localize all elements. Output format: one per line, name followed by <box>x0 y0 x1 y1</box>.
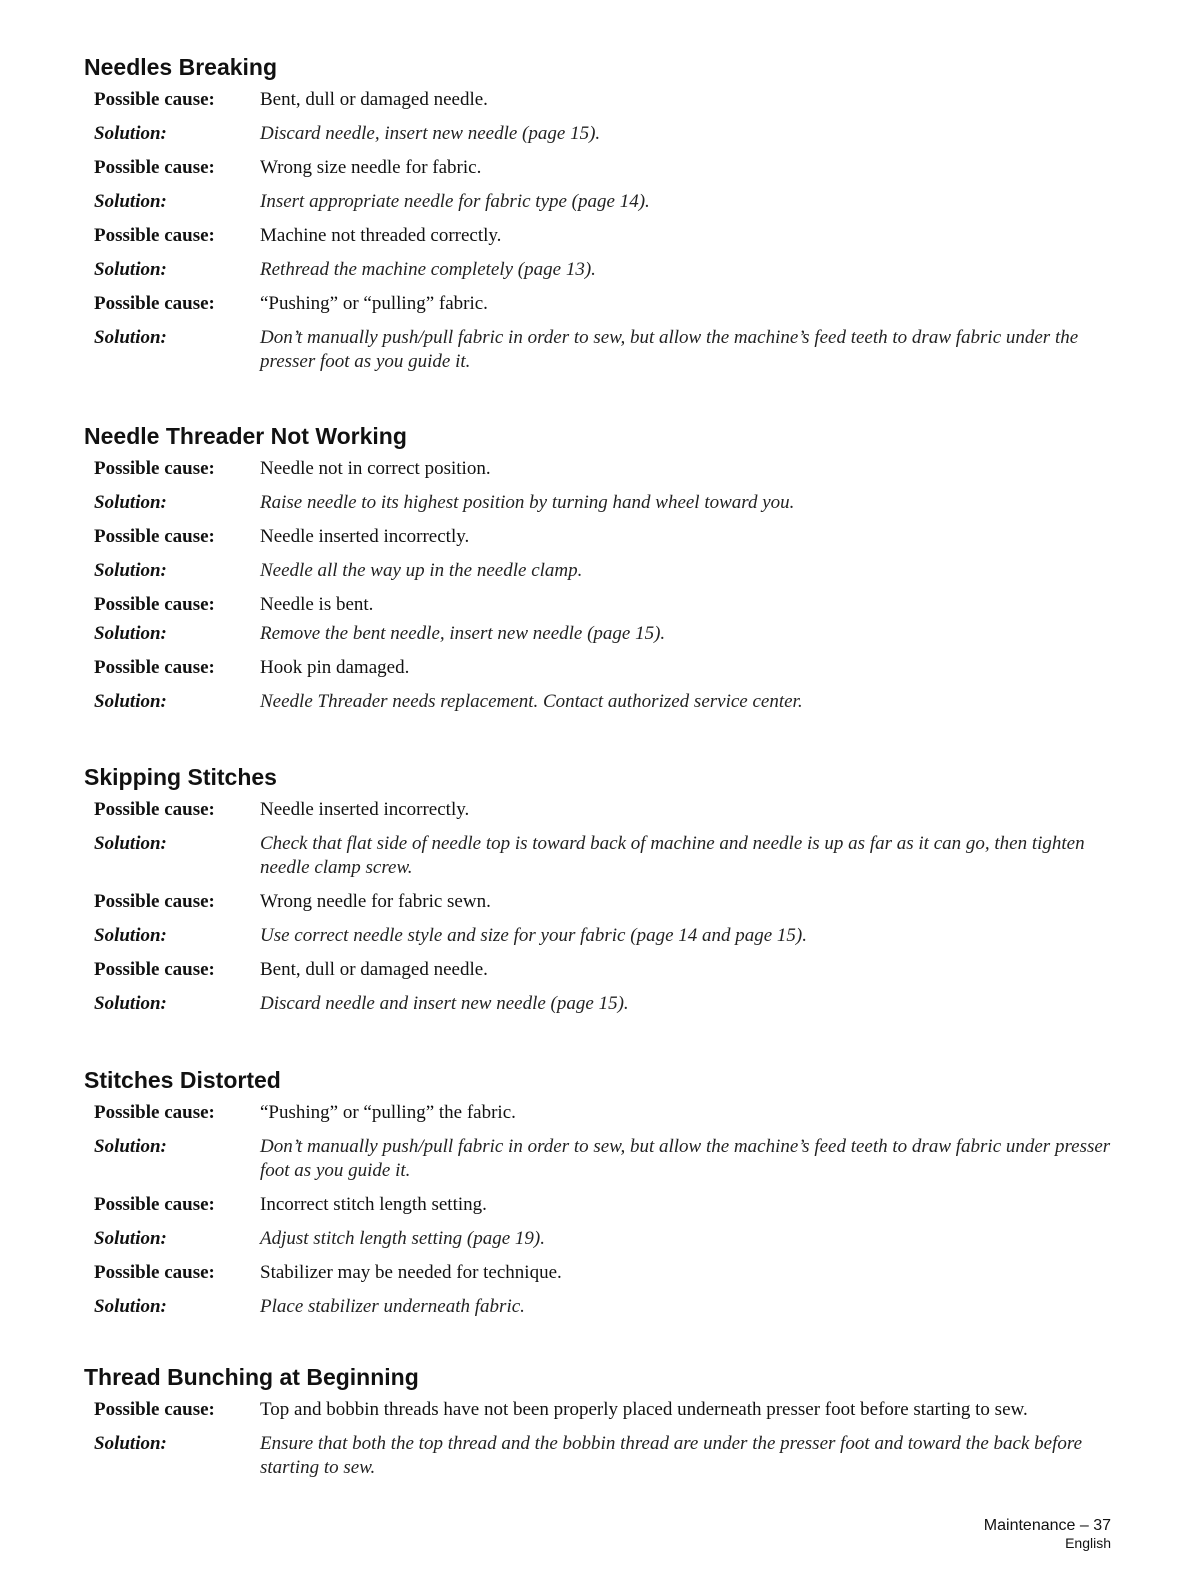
page-number: Maintenance – 37 <box>983 1517 1111 1534</box>
solution-row <box>84 924 1114 948</box>
cause-label: Possible cause: <box>94 657 215 678</box>
cause-row <box>84 1261 1114 1285</box>
cause-label: Possible cause: <box>94 1194 215 1215</box>
solution-label: Solution: <box>94 1228 167 1249</box>
solution-label: Solution: <box>94 123 167 144</box>
cause-label: Possible cause: <box>94 891 215 912</box>
cause-row <box>84 958 1114 982</box>
cause-text: Top and bobbin threads have not been properly placed underneath presser foot before starting to sew. <box>260 1399 1028 1420</box>
cause-label: Possible cause: <box>94 157 215 178</box>
solution-label: Solution: <box>94 1136 167 1157</box>
solution-text: Adjust stitch length setting (page 19). <box>260 1228 545 1249</box>
cause-label: Possible cause: <box>94 225 215 246</box>
section-heading: Thread Bunching at Beginning <box>84 1364 419 1390</box>
cause-row <box>84 88 1114 112</box>
cause-text: Needle inserted incorrectly. <box>260 799 470 820</box>
cause-text: Bent, dull or damaged needle. <box>260 959 488 980</box>
solution-text: Use correct needle style and size for your fabric (page 14 and page 15). <box>260 925 808 946</box>
cause-text: Hook pin damaged. <box>260 657 410 678</box>
cause-row <box>84 156 1114 180</box>
solution-label: Solution: <box>94 623 167 644</box>
solution-row <box>84 1432 1114 1480</box>
cause-row <box>84 890 1114 914</box>
cause-label: Possible cause: <box>94 799 215 820</box>
solution-row <box>84 992 1114 1016</box>
section-thread-bunching <box>84 1362 1114 1490</box>
cause-label: Possible cause: <box>94 594 215 615</box>
solution-text: Raise needle to its highest position by turning hand wheel toward you. <box>260 492 795 513</box>
solution-row <box>84 326 1114 374</box>
solution-text: Check that flat side of needle top is toward back of machine and needle is up as far as it can go, then tighten needle clamp screw. <box>260 833 1085 878</box>
solution-text: Rethread the machine completely (page 13). <box>260 259 596 280</box>
solution-label: Solution: <box>94 492 167 513</box>
cause-label: Possible cause: <box>94 1262 215 1283</box>
solution-label: Solution: <box>94 1296 167 1317</box>
cause-label: Possible cause: <box>94 526 215 547</box>
solution-text: Discard needle, insert new needle (page 15). <box>260 123 601 144</box>
cause-text: Wrong needle for fabric sewn. <box>260 891 491 912</box>
solution-row <box>84 1295 1114 1319</box>
cause-text: “Pushing” or “pulling” the fabric. <box>260 1102 516 1123</box>
section-heading: Needle Threader Not Working <box>84 423 407 449</box>
solution-row <box>84 1135 1114 1183</box>
solution-label: Solution: <box>94 259 167 280</box>
solution-row <box>84 690 1114 714</box>
solution-row <box>84 258 1114 282</box>
cause-row <box>84 1193 1114 1217</box>
solution-row <box>84 190 1114 214</box>
solution-text: Needle Threader needs replacement. Contact authorized service center. <box>260 691 803 712</box>
cause-row <box>84 798 1114 822</box>
section-heading: Needles Breaking <box>84 54 278 80</box>
cause-text: Needle is bent. <box>260 594 374 615</box>
solution-text: Insert appropriate needle for fabric type (page 14). <box>260 191 650 212</box>
solution-label: Solution: <box>94 560 167 581</box>
cause-label: Possible cause: <box>94 959 215 980</box>
cause-text: Bent, dull or damaged needle. <box>260 89 488 110</box>
solution-row <box>84 122 1114 146</box>
solution-row <box>84 1227 1114 1251</box>
cause-row <box>84 593 1114 617</box>
section-heading: Stitches Distorted <box>84 1067 281 1093</box>
solution-row <box>84 622 1114 646</box>
cause-label: Possible cause: <box>94 1102 215 1123</box>
cause-row <box>84 1101 1114 1125</box>
section-needles-breaking <box>84 52 1114 384</box>
page-footer <box>984 1516 1111 1551</box>
solution-label: Solution: <box>94 1433 167 1454</box>
solution-text: Needle all the way up in the needle clamp. <box>260 560 583 581</box>
section-heading: Skipping Stitches <box>84 764 277 790</box>
cause-text: Wrong size needle for fabric. <box>260 157 482 178</box>
language-label: English <box>1065 1535 1111 1551</box>
cause-label: Possible cause: <box>94 293 215 314</box>
solution-text: Discard needle and insert new needle (page 15). <box>260 993 629 1014</box>
solution-row <box>84 832 1114 880</box>
cause-label: Possible cause: <box>94 1399 215 1420</box>
cause-text: Machine not threaded correctly. <box>260 225 502 246</box>
cause-row <box>84 656 1114 680</box>
cause-row <box>84 1398 1114 1422</box>
solution-text: Remove the bent needle, insert new needle (page 15). <box>260 623 666 644</box>
section-needle-threader <box>84 421 1114 724</box>
solution-text: Don’t manually push/pull fabric in order to sew, but allow the machine’s feed teeth to draw fabric under presser foot as you guide it. <box>260 1136 1111 1181</box>
cause-row <box>84 457 1114 481</box>
solution-label: Solution: <box>94 993 167 1014</box>
solution-label: Solution: <box>94 691 167 712</box>
solution-row <box>84 491 1114 515</box>
cause-text: Incorrect stitch length setting. <box>260 1194 487 1215</box>
solution-label: Solution: <box>94 327 167 348</box>
solution-label: Solution: <box>94 925 167 946</box>
solution-text: Don’t manually push/pull fabric in order to sew, but allow the machine’s feed teeth to draw fabric under the presser foot as you guide it. <box>260 327 1079 372</box>
cause-row <box>84 525 1114 549</box>
cause-text: “Pushing” or “pulling” fabric. <box>260 293 488 314</box>
solution-row <box>84 559 1114 583</box>
cause-row <box>84 292 1114 316</box>
solution-label: Solution: <box>94 191 167 212</box>
cause-label: Possible cause: <box>94 89 215 110</box>
section-stitches-distorted <box>84 1065 1114 1329</box>
cause-row <box>84 224 1114 248</box>
solution-text: Ensure that both the top thread and the bobbin thread are under the presser foot and toward the back before starting to sew. <box>260 1433 1083 1478</box>
cause-text: Stabilizer may be needed for technique. <box>260 1262 562 1283</box>
solution-text: Place stabilizer underneath fabric. <box>260 1296 525 1317</box>
cause-text: Needle inserted incorrectly. <box>260 526 470 547</box>
cause-text: Needle not in correct position. <box>260 458 491 479</box>
cause-label: Possible cause: <box>94 458 215 479</box>
solution-label: Solution: <box>94 833 167 854</box>
section-skipping-stitches <box>84 762 1114 1026</box>
